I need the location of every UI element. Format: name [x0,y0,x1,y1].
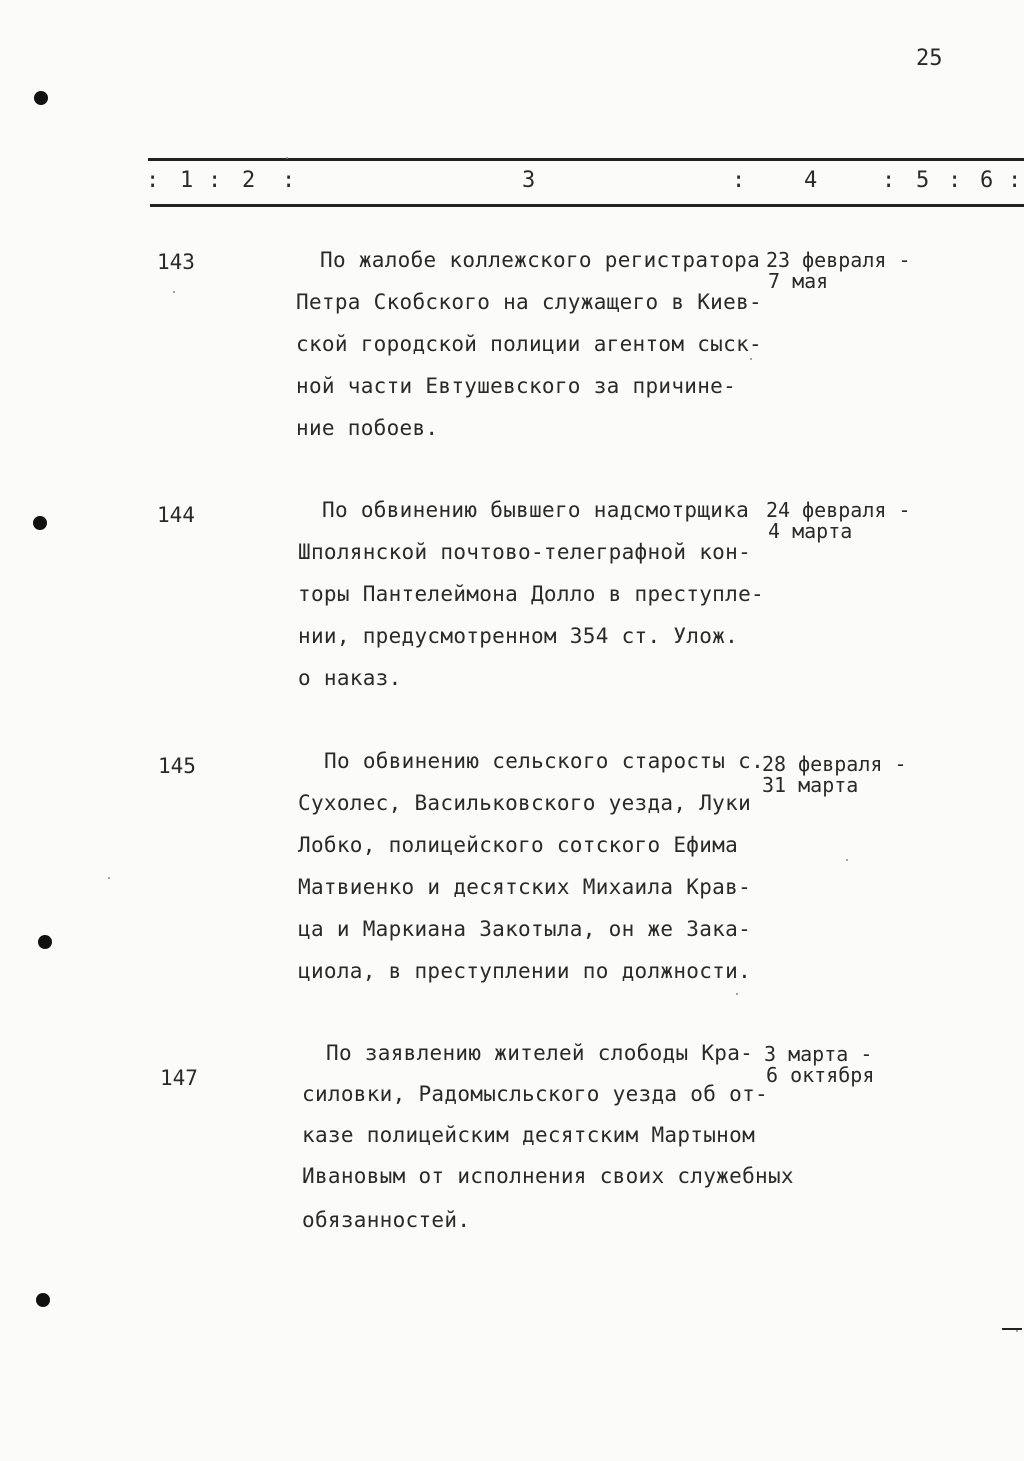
entry-text-line: нии, предусмотренном 354 ст. Улож. [298,624,739,648]
entry-text-line: ние побоев. [296,416,439,440]
entry-text-line: Сухолес, Васильковского уезда, Луки [298,791,752,815]
entry-number: 147 [160,1066,198,1090]
entry-text-line: Шполянской почтово-телеграфной кон- [298,540,752,564]
scan-speck [173,291,175,293]
entry-date-start: 28 февраля - [762,752,907,776]
entry-date-end: 4 марта [768,519,853,543]
entry-text-line: Матвиенко и десятских Михаила Крав- [298,875,752,899]
entry-date-end: 7 мая [768,269,829,293]
entry-date-start: 23 февраля - [766,248,911,272]
column-header-2: 2 [242,168,256,193]
column-separator: : [146,168,160,193]
entry-text-line: торы Пантелеймона Долло в преступле- [298,582,764,606]
entry-date-start: 24 февраля - [766,498,911,522]
entry-text-line: Ивановым от исполнения своих служебных [302,1164,794,1188]
entry-text-line: ца и Маркиана Закотыла, он же Зака- [298,917,752,941]
column-header-6: 6 [980,168,994,193]
entry-text-line: циола, в преступлении по должности. [298,959,752,983]
entry-text-line: По жалобе коллежского регистратора [320,248,761,272]
entry-date-end: 31 марта [762,773,859,797]
entry-date-start: 3 марта - [764,1042,873,1066]
scan-speck [736,993,738,995]
margin-mark [1002,1328,1022,1330]
entry-number: 145 [158,754,196,778]
column-separator: : [732,168,746,193]
entry-text-line: По заявлению жителей слободы Кра- [326,1041,754,1065]
column-separator: : [948,168,962,193]
punch-hole-icon [34,91,48,105]
header-bottom-rule [150,204,1024,207]
entry-text-line: силовки, Радомысльского уезда об от- [302,1082,768,1106]
entry-text-line: Лобко, полицейского сотского Ефима [298,833,739,857]
scan-speck [1016,1330,1018,1332]
entry-number: 143 [157,250,195,274]
scan-speck [846,859,848,861]
column-header-1: 1 [180,168,194,193]
scan-speck [286,157,288,159]
page-number: 25 [916,46,943,71]
column-header-3: 3 [522,168,536,193]
entry-text-line: о наказ. [298,666,402,690]
entry-text-line: Петра Скобского на служащего в Киев- [296,290,762,314]
entry-text-line: ской городской полиции агентом сыск- [296,332,762,356]
column-separator: : [1008,168,1022,193]
entry-text-line: ной части Евтушевского за причине- [296,374,737,398]
column-separator: : [282,168,296,193]
punch-hole-icon [33,516,47,530]
entry-number: 144 [157,503,195,527]
entry-date-end: 6 октября [766,1063,875,1087]
scan-speck [750,358,752,360]
column-header-5: 5 [916,168,930,193]
punch-hole-icon [36,1293,50,1307]
entry-text-line: По обвинению бывшего надсмотрщика [322,498,750,522]
column-separator: : [208,168,222,193]
entry-text-line: казе полицейским десятским Мартыном [302,1123,756,1147]
entry-text-line: По обвинению сельского старосты с. [324,749,765,773]
column-separator: : [882,168,896,193]
column-header-4: 4 [804,168,818,193]
entry-text-line: обязанностей. [302,1208,471,1232]
scan-speck [108,877,110,879]
header-top-rule [148,158,1024,161]
punch-hole-icon [38,935,52,949]
